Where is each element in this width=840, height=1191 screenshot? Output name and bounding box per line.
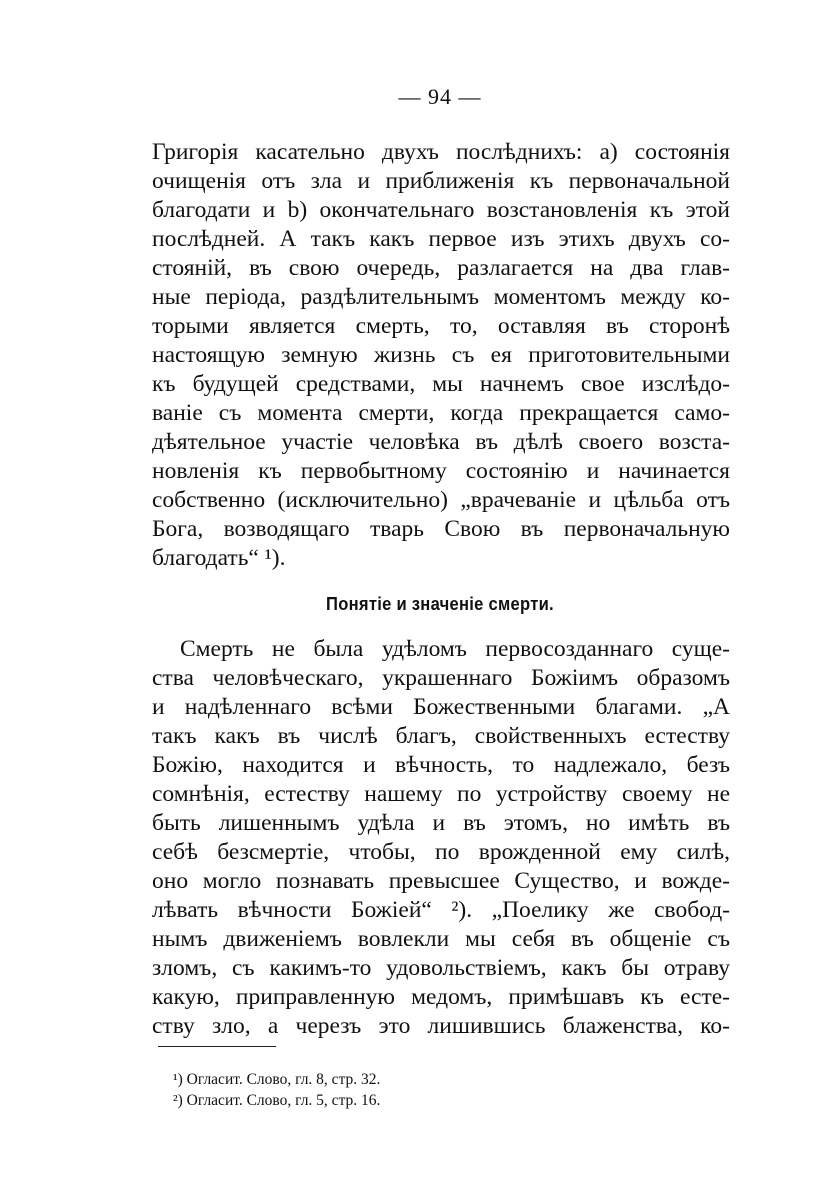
text-line: послѣдней. А такъ какъ первое изъ этихъ двухъ со- [152, 226, 730, 252]
text-line: оно могло познавать превысшее Существо, и вожде- [152, 868, 730, 894]
text-line: Смерть не была удѣломъ первосозданнаго суще- [180, 636, 730, 662]
paragraph-2 [152, 635, 730, 1041]
page-number: — 94 — [398, 84, 482, 109]
text-line: дѣятельное участіе человѣка въ дѣлѣ своего возста- [152, 429, 730, 455]
text-line: ству зло, а черезъ это лишившись блаженства, ко- [152, 1013, 730, 1039]
text-line: такъ какъ въ числѣ благъ, свойственныхъ естеству [152, 723, 730, 749]
text-line: ства человѣческаго, украшеннаго Божіимъ образомъ [152, 665, 730, 691]
footnote-2: ²) Огласит. Слово, гл. 5, стр. 16. [173, 1092, 381, 1109]
text-line: лѣвать вѣчности Божіей“ ²). „Поелику же свобод- [152, 897, 730, 923]
text-line: Бога, возводящаго тварь Свою въ первоначальную [152, 516, 730, 542]
text-line: новленія къ первобытному состоянію и начинается [152, 458, 730, 484]
text-line: очищенія отъ зла и приближенія къ первоначальной [152, 168, 730, 194]
text-line: нымъ движеніемъ вовлекли мы себя въ общеніе съ [152, 926, 730, 952]
text-line: благодати и b) окончательнаго возстановленія къ этой [152, 197, 730, 223]
text-line: быть лишеннымъ удѣла и въ этомъ, но имѣть въ [152, 810, 730, 836]
text-line: къ будущей средствами, мы начнемъ свое изслѣдо- [152, 371, 730, 397]
text-line: какую, приправленную медомъ, примѣшавъ къ есте- [152, 984, 730, 1010]
text-line: ваніе съ момента смерти, когда прекращается само- [152, 400, 730, 426]
text-line: благодать“ ¹). [152, 545, 286, 571]
text-line: Божію, находится и вѣчность, то надлежало, безъ [152, 752, 730, 778]
text-line: себѣ безсмертіе, чтобы, по врожденной ему силѣ, [152, 839, 730, 865]
text-line: ные періода, раздѣлительнымъ моментомъ между ко- [152, 284, 730, 310]
text-line: собственно (исключительно) „врачеваніе и цѣльба отъ [152, 487, 730, 513]
text-line: сомнѣнія, естеству нашему по устройству своему не [152, 781, 730, 807]
text-line: и надѣленнаго всѣми Божественными благами. „А [152, 694, 730, 720]
footnotes [173, 1069, 380, 1111]
text-line: торыми является смерть, то, оставляя въ сторонѣ [152, 313, 730, 339]
text-line: настоящую земную жизнь съ ея приготовительными [152, 342, 730, 368]
section-heading: Понятіе и значеніе смерти. [326, 594, 554, 614]
footnote-divider [158, 1046, 276, 1047]
text-line: зломъ, съ какимъ-то удовольствіемъ, какъ бы отраву [152, 955, 730, 981]
paragraph-1 [152, 138, 730, 573]
footnote-1: ¹) Огласит. Слово, гл. 8, стр. 32. [173, 1071, 381, 1088]
text-line: стояній, въ свою очередь, разлагается на два глав- [152, 255, 730, 281]
text-line: Григорія касательно двухъ послѣднихъ: a) состоянія [152, 139, 730, 165]
